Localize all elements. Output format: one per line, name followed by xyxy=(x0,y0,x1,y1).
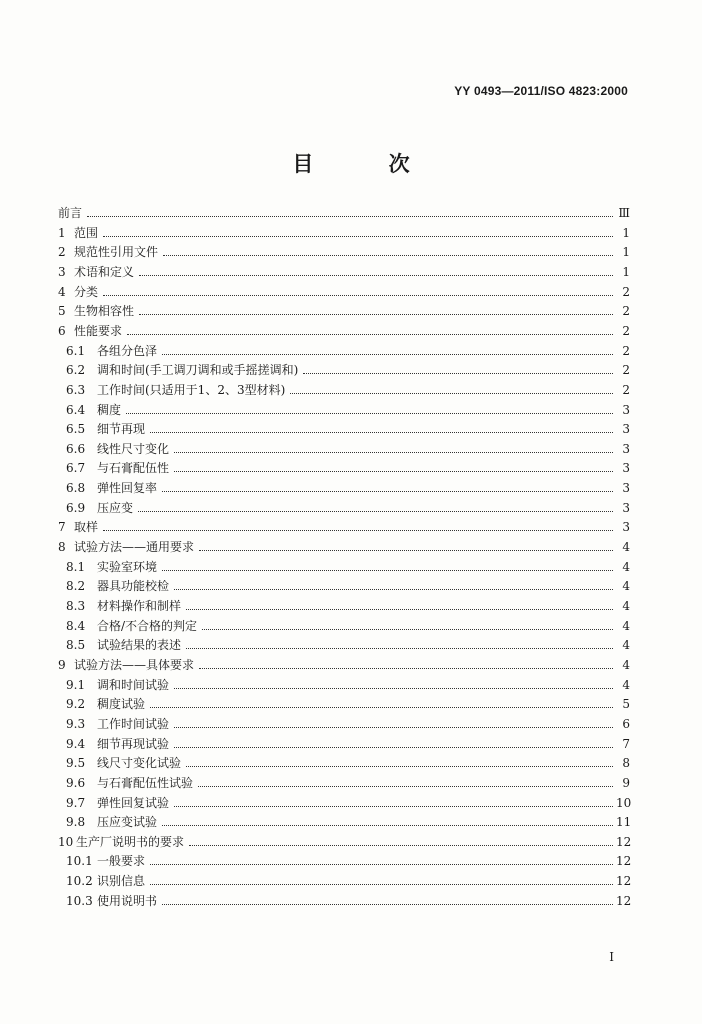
toc-entry[interactable] xyxy=(58,575,630,593)
dot-leader xyxy=(174,738,613,748)
dot-leader xyxy=(174,718,613,728)
toc-entry[interactable] xyxy=(58,202,630,220)
toc-entry-number: 6.6 xyxy=(66,441,86,456)
page-number: I xyxy=(609,950,614,964)
toc-entry-number: 9 xyxy=(58,657,66,672)
toc-entry-page: 2 xyxy=(622,284,630,299)
toc-entry[interactable] xyxy=(58,556,630,574)
toc-entry[interactable] xyxy=(58,733,630,751)
toc-entry-title: 细节再现 xyxy=(97,422,146,437)
toc-entry-page: 4 xyxy=(622,638,630,653)
toc-entry-number: 10.2 xyxy=(66,874,93,889)
toc-entry-title: 试验结果的表述 xyxy=(97,638,182,653)
toc-entry[interactable] xyxy=(58,752,630,770)
toc-entry[interactable] xyxy=(58,693,630,711)
dot-leader xyxy=(174,679,613,689)
toc-entry[interactable] xyxy=(58,497,630,515)
toc-entry-number: 9.1 xyxy=(66,677,86,692)
dot-leader xyxy=(162,816,613,826)
toc-entry[interactable] xyxy=(58,615,630,633)
toc-entry-title: 压应变 xyxy=(97,500,134,515)
toc-entry-page: 2 xyxy=(622,304,630,319)
toc-entry-page: 1 xyxy=(622,245,630,260)
toc-entry-page: 10 xyxy=(616,795,632,810)
toc-entry-title: 与石膏配伍性试验 xyxy=(97,775,194,790)
toc-entry-number: 8.1 xyxy=(66,559,86,574)
toc-entry-title: 器具功能校检 xyxy=(97,579,170,594)
toc-entry[interactable] xyxy=(58,300,630,318)
dot-leader xyxy=(174,797,613,807)
toc-entry-title: 调和时间试验 xyxy=(97,677,170,692)
toc-entry-title: 压应变试验 xyxy=(97,815,158,830)
dot-leader xyxy=(199,659,613,669)
toc-entry-title: 一般要求 xyxy=(97,854,146,869)
toc-entry-page: 12 xyxy=(616,874,632,889)
dot-leader xyxy=(186,639,613,649)
toc-entry-title: 规范性引用文件 xyxy=(74,245,159,260)
toc-entry-page: 2 xyxy=(622,382,630,397)
toc-entry-title: 取样 xyxy=(74,520,99,535)
toc-entry-page: 1 xyxy=(622,264,630,279)
dot-leader xyxy=(162,561,613,571)
toc-entry-page: Ⅲ xyxy=(618,206,630,220)
dot-leader xyxy=(162,895,613,905)
toc-entry-title: 弹性回复率 xyxy=(97,481,158,496)
toc-entry-number: 4 xyxy=(58,284,66,299)
toc-entry-title: 线性尺寸变化 xyxy=(97,441,170,456)
standard-code: YY 0493—2011/ISO 4823:2000 xyxy=(454,84,628,98)
toc-entry-number: 6.8 xyxy=(66,481,86,496)
toc-entry-number: 9.4 xyxy=(66,736,86,751)
toc-entry-title: 调和时间(手工调刀调和或手摇搓调和) xyxy=(97,363,299,378)
toc-entry-number: 1 xyxy=(58,225,66,240)
toc-entry[interactable] xyxy=(58,340,630,358)
toc-entry[interactable] xyxy=(58,379,630,397)
toc-entry-number: 9.7 xyxy=(66,795,86,810)
dot-leader xyxy=(162,345,613,355)
toc-entry-page: 4 xyxy=(622,559,630,574)
toc-entry-number: 7 xyxy=(58,520,66,535)
toc-entry-number: 8 xyxy=(58,540,66,555)
toc-entry-page: 12 xyxy=(616,834,632,849)
toc-entry-page: 12 xyxy=(616,893,632,908)
toc-entry-title: 生产厂说明书的要求 xyxy=(76,834,185,849)
toc-entry[interactable] xyxy=(58,831,630,849)
toc-entry-title: 工作时间试验 xyxy=(97,716,170,731)
dot-leader xyxy=(150,698,613,708)
toc-entry-title: 实验室环境 xyxy=(97,559,158,574)
toc-entry-page: 3 xyxy=(622,481,630,496)
toc-entry[interactable] xyxy=(58,399,630,417)
toc-entry[interactable] xyxy=(58,713,630,731)
toc-entry-page: 3 xyxy=(622,402,630,417)
toc-entry[interactable] xyxy=(58,870,630,888)
toc-entry-page: 3 xyxy=(622,461,630,476)
dot-leader xyxy=(127,325,613,335)
toc-entry-number: 8.5 xyxy=(66,638,86,653)
dot-leader xyxy=(103,286,613,296)
toc-entry-number: 8.2 xyxy=(66,579,86,594)
toc-entry-page: 9 xyxy=(622,775,630,790)
toc-entry[interactable] xyxy=(58,359,630,377)
toc-entry-page: 4 xyxy=(622,540,630,555)
toc-entry-page: 4 xyxy=(622,579,630,594)
toc-entry-number: 10.1 xyxy=(66,854,93,869)
toc-entry[interactable] xyxy=(58,772,630,790)
toc-entry-number: 9.6 xyxy=(66,775,86,790)
toc-entry[interactable] xyxy=(58,241,630,259)
toc-entry-number: 10 xyxy=(58,834,74,849)
dot-leader xyxy=(186,600,613,610)
dot-leader xyxy=(186,757,613,767)
toc-entry-title: 分类 xyxy=(74,284,99,299)
toc-entry-title: 使用说明书 xyxy=(97,893,158,908)
toc-entry-page: 4 xyxy=(622,599,630,613)
dot-leader xyxy=(202,620,613,630)
toc-entry[interactable] xyxy=(58,792,630,810)
toc-entry-page: 2 xyxy=(622,343,630,358)
dot-leader xyxy=(103,227,613,237)
dot-leader xyxy=(199,541,613,551)
toc-entry-number: 6.7 xyxy=(66,461,86,476)
dot-leader xyxy=(150,855,613,865)
toc-entry-title: 弹性回复试验 xyxy=(97,795,170,810)
toc-entry-page: 3 xyxy=(622,500,630,515)
toc-entry[interactable] xyxy=(58,850,630,868)
dot-leader xyxy=(139,266,613,276)
dot-leader xyxy=(174,580,613,590)
toc-entry-page: 3 xyxy=(622,520,630,535)
toc-entry-page: 4 xyxy=(622,657,630,672)
toc-entry[interactable] xyxy=(58,477,630,495)
toc-entry-title: 各组分色泽 xyxy=(97,343,158,358)
dot-leader xyxy=(174,443,613,453)
dot-leader xyxy=(150,875,613,885)
toc-entry-title: 线尺寸变化试验 xyxy=(97,756,182,771)
toc-entry-title: 识别信息 xyxy=(97,874,146,889)
toc-entry-page: 7 xyxy=(622,736,630,751)
dot-leader xyxy=(163,246,613,256)
toc-entry-title: 范围 xyxy=(74,225,99,240)
toc-entry-title: 细节再现试验 xyxy=(97,736,170,751)
toc-entry-title: 材料操作和制样 xyxy=(97,599,182,613)
toc-entry-page: 2 xyxy=(622,363,630,378)
toc-entry-title: 性能要求 xyxy=(74,323,123,338)
toc-entry-page: 6 xyxy=(622,716,630,731)
dot-leader xyxy=(103,521,613,531)
toc-entry[interactable] xyxy=(58,811,630,829)
toc-entry-title: 前言 xyxy=(58,206,83,220)
toc-entry-title: 与石膏配伍性 xyxy=(97,461,170,476)
toc-entry-number: 6.2 xyxy=(66,363,86,378)
toc-entry-number: 6 xyxy=(58,323,66,338)
toc-entry[interactable] xyxy=(58,281,630,299)
toc-entry[interactable] xyxy=(58,536,630,554)
toc-entry-page: 11 xyxy=(616,815,632,830)
toc-entry[interactable] xyxy=(58,261,630,279)
toc-entry-title: 稠度试验 xyxy=(97,697,146,712)
toc-entry-page: 5 xyxy=(622,697,630,712)
toc-entry-title: 工作时间(只适用于1、2、3型材料) xyxy=(97,382,286,397)
toc-entry-number: 6.1 xyxy=(66,343,86,358)
dot-leader xyxy=(290,384,613,394)
dot-leader xyxy=(189,836,613,846)
toc-entry-title: 稠度 xyxy=(97,402,122,417)
toc-entry-number: 10.3 xyxy=(66,893,93,908)
toc-entry[interactable] xyxy=(58,890,630,908)
toc-entry[interactable] xyxy=(58,320,630,338)
toc-entry-page: 2 xyxy=(622,323,630,338)
toc-entry-number: 9.3 xyxy=(66,716,86,731)
dot-leader xyxy=(150,423,613,433)
toc-entry-page: 3 xyxy=(622,422,630,437)
toc-entry-page: 3 xyxy=(622,441,630,456)
toc-entry-number: 5 xyxy=(58,304,66,319)
toc-entry-title: 合格/不合格的判定 xyxy=(97,618,198,633)
toc-entry-number: 6.5 xyxy=(66,422,86,437)
toc-entry-page: 12 xyxy=(616,854,632,869)
dot-leader xyxy=(162,482,613,492)
toc-entry-number: 9.2 xyxy=(66,697,86,712)
toc-entry-number: 9.5 xyxy=(66,756,86,771)
toc-entry-title: 试验方法——通用要求 xyxy=(74,540,195,555)
toc-entry[interactable] xyxy=(58,457,630,475)
dot-leader xyxy=(303,364,613,374)
toc-entry-number: 8.4 xyxy=(66,618,86,633)
toc-entry-page: 4 xyxy=(622,677,630,692)
dot-leader xyxy=(139,305,613,315)
toc-entry-number: 3 xyxy=(58,264,66,279)
dot-leader xyxy=(198,777,613,787)
toc-entry-number: 6.9 xyxy=(66,500,86,515)
toc-entry-title: 生物相容性 xyxy=(74,304,135,319)
toc-entry[interactable] xyxy=(58,674,630,692)
page-title: 目 次 xyxy=(292,151,444,176)
toc-entry-page: 8 xyxy=(622,756,630,771)
toc-entry[interactable] xyxy=(58,595,630,613)
toc-entry[interactable] xyxy=(58,516,630,534)
dot-leader xyxy=(138,502,613,512)
toc-entry-number: 8.3 xyxy=(66,599,86,613)
dot-leader xyxy=(87,207,613,217)
toc-entry-number: 6.4 xyxy=(66,402,86,417)
toc-entry-page: 4 xyxy=(622,618,630,633)
toc-entry-number: 2 xyxy=(58,245,66,260)
toc-entry-number: 6.3 xyxy=(66,382,86,397)
dot-leader xyxy=(174,462,613,472)
toc-entry[interactable] xyxy=(58,222,630,240)
dot-leader xyxy=(126,404,613,414)
toc-entry[interactable] xyxy=(58,634,630,652)
toc-entry[interactable] xyxy=(58,654,630,672)
toc-entry-page: 1 xyxy=(622,225,630,240)
toc-entry[interactable] xyxy=(58,438,630,456)
toc-entry-number: 9.8 xyxy=(66,815,86,830)
toc-entry-title: 术语和定义 xyxy=(74,264,135,279)
toc-entry-title: 试验方法——具体要求 xyxy=(74,657,195,672)
toc-entry[interactable] xyxy=(58,418,630,436)
